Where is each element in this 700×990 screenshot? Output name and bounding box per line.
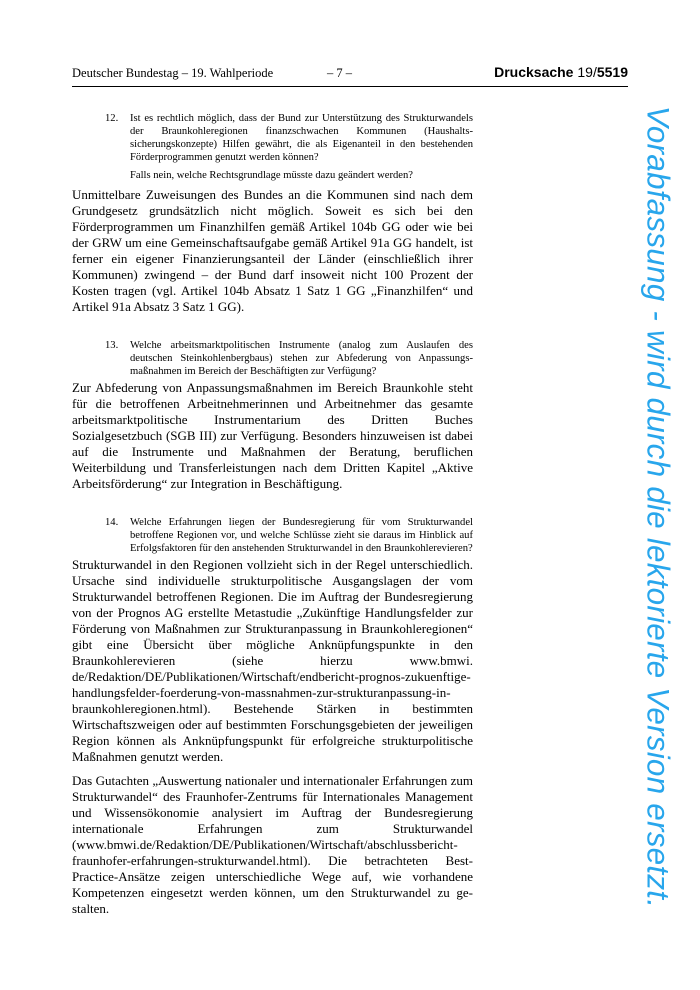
document-number-main: 5519 (596, 64, 628, 80)
page-number: – 7 – (327, 66, 352, 80)
qa-section-14 (72, 516, 473, 917)
answer-paragraph: Zur Abfederung von Anpassungsmaßnahmen im Bereich Braunkohle steht für die betroffenen Arbeitnehmerinnen und Arbeitnehmer das gesamte arbeitsmarktpolitische Instrumentarium des Dritten Buches Sozialgesetzbuch (SGB III) zur Verfügung. Besonders hinzuweisen ist dabei auf die Instrumente und Maßnahmen der Beratung, beruflichen Weiterbildung und Transferleistungen nach dem Dritten Kapitel „Aktive Arbeitsförderung“ zur Integration in Beschäftigung. (72, 380, 473, 491)
qa-section-13 (72, 339, 473, 492)
question-text: Ist es rechtlich möglich, dass der Bund zur Unterstützung des Strukturwandels der Braunkohleregionen finanzschwachen Kommunen (Haushaltssicherungskonzepte) Hilfen gewährt, die als Eigenanteil in den bestehenden Förderprogrammen genutzt werden können? (130, 113, 473, 163)
question-14 (72, 516, 473, 555)
page-header (72, 66, 628, 87)
header-publication: Deutscher Bundestag – 19. Wahlperiode (72, 66, 274, 80)
draft-watermark (638, 105, 678, 909)
answer-paragraph: Unmittelbare Zuweisungen des Bundes an die Kommunen sind nach dem Grundgesetz grundsätzlich nicht möglich. Soweit es sich bei den Förderprogrammen um Finanzhilfen gemäß Artikel 104b GG oder wie bei der GRW um eine Gemeinschaftsaufgabe gemäß Artikel 91a GG handelt, ist ferner ein eigener Finanzierungsanteil der Länder (einschließlich ihrer Kommunen) zwingend – der Bund darf insoweit nicht 100 Prozent der Kosten tragen (vgl. Artikel 104b Absatz 1 Satz 1 GG „Finanzhilfen“ und Artikel 91a Absatz 3 Satz 1 GG). (72, 187, 473, 314)
answer-paragraph: Strukturwandel in den Regionen vollzieht sich in der Regel unterschiedlich. Ursache sind individuelle strukturpolitische Ausgangslagen der vom Strukturwandel betroffenen Regionen. Die im Auftrag der Bundesregierung von der Prognos AG erstellte Metastudie „Zukünftige Handlungsfelder zur Förderung von Maßnahmen zur Strukturanpassung in Braunkohleregionen“ gibt eine Übersicht über mögliche Anknüpfungspunkte in den Braunkohlerevieren (siehe hierzu www.bmwi.​de/Redaktion/DE/Publikationen/Wirtschaft/endbericht-prognos-zukuenftige-​handlungsfelder-foerderung-von-massnahmen-zur-strukturanpassung-in-​braunkohleregionen.html). Bestehende Stärken in bestimmten Wirtschaftszweigen oder auf bestimmten Forschungsgebieten der jeweiligen Region können als Anknüpfungspunkt für erfolgreiche strukturpolitische Maßnahmen genutzt werden. (72, 557, 473, 764)
document-number (494, 64, 628, 80)
question-number: 12. (105, 113, 119, 124)
watermark-text: Vorabfassung - wird durch die lektorierte Version ersetzt. (640, 105, 677, 909)
document-type-label: Drucksache (494, 64, 574, 80)
question-text: Welche arbeitsmarktpolitischen Instrumente (analog zum Auslaufen des deutschen Steinkohlenbergbaus) stehen zur Abfederung von Anpassungsmaßnahmen im Bereich der Beschäftigten zur Verfügung? (130, 340, 473, 377)
question-number: 13. (105, 340, 119, 351)
page-body (72, 112, 473, 917)
answer-paragraph: Das Gutachten „Auswertung nationaler und internationaler Erfahrungen zum Strukturwandel“ des Fraunhofer-Zentrums für Internationales Management und Wissensökonomie analysiert im Auftrag der Bundesregierung internationale Erfahrungen zum Strukturwandel (www.bmwi.de/Redaktion/DE/Publikationen/​Wirtschaft/abschlussbericht-fraunhofer-erfahrungen-strukturwandel.html). Die betrachteten Best-Practice-Ansätze zeigen unterschiedliche Wege auf, wie vorhandene Kompetenzen eingesetzt werden können, um den Strukturwandel zu gestalten. (72, 773, 473, 916)
question-13 (72, 339, 473, 378)
document-number-prefix: 19/ (577, 64, 597, 80)
question-number: 14. (105, 517, 119, 528)
qa-section-12 (72, 112, 473, 315)
question-12 (72, 112, 473, 164)
question-followup: Falls nein, welche Rechtsgrundlage müsste dazu geändert werden? (130, 170, 413, 181)
question-text: Welche Erfahrungen liegen der Bundesregierung für vom Strukturwandel betroffene Regionen vor, und welche Schlüsse zieht sie daraus im Hinblick auf Erfolgsfaktoren für den anstehenden Strukturwandel in den Braunkohlerevieren? (130, 517, 473, 554)
